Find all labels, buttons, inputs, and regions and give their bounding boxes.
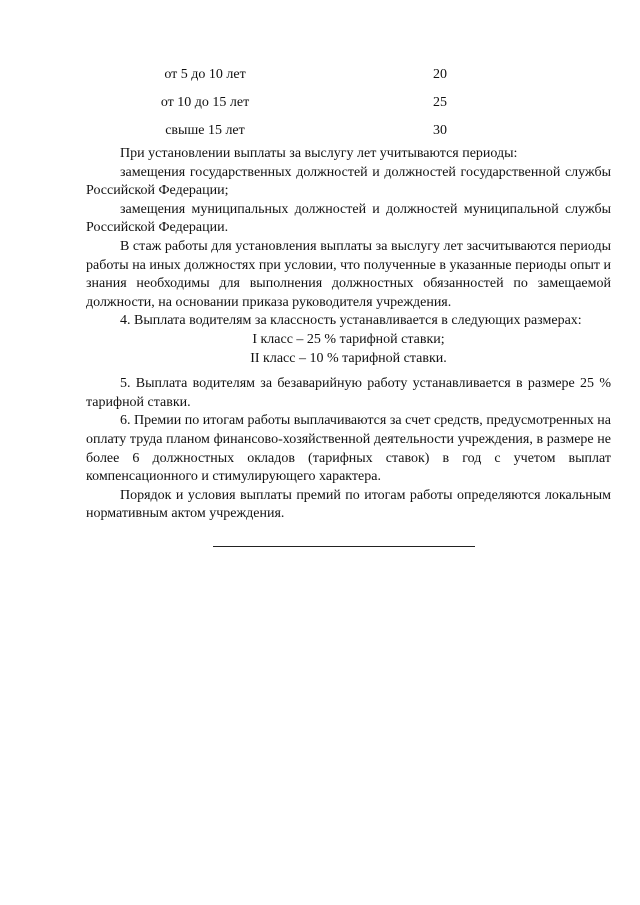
tenure-percent: 30	[433, 123, 447, 138]
paragraph-driver-class: 4. Выплата водителям за классность устанавливается в следующих размерах:	[120, 313, 582, 329]
paragraph-bonuses: 6. Премии по итогам работы выплачиваются за счет средств, предусмотренных на оплату труда планом финансово-хозяйственной деятельности учреждения, в размере не более 6 должностных окладов (тарифных ставок) в год с учетом выплат компенсационного и стимулирующего характера.	[86, 413, 611, 485]
tenure-row-5-10	[0, 65, 640, 85]
tenure-row-over-15	[0, 121, 640, 141]
end-divider-line	[213, 546, 475, 547]
tenure-percent: 25	[433, 95, 447, 110]
tenure-term: от 10 до 15 лет	[160, 95, 250, 110]
tenure-term: свыше 15 лет	[165, 123, 245, 138]
paragraph-bonus-procedure: Порядок и условия выплаты премий по итогам работы определяются локальным нормативным актом учреждения.	[86, 487, 611, 522]
paragraph-municipal-service: замещения муниципальных должностей и должностей муниципальной службы Российской Федерации.	[86, 201, 611, 236]
paragraph-accident-free: 5. Выплата водителям за безаварийную работу устанавливается в размере 25 % тарифной ставки.	[86, 376, 611, 410]
tenure-percent: 20	[433, 67, 447, 82]
document-body	[86, 145, 611, 524]
paragraph-tenure-periods: При установлении выплаты за выслугу лет учитываются периоды:	[120, 146, 518, 161]
spacer	[86, 368, 611, 375]
tenure-term: от 5 до 10 лет	[164, 67, 246, 82]
paragraph-state-service: замещения государственных должностей и должностей государственной службы Российской Федерации;	[86, 164, 611, 199]
class-2-rate: II класс – 10 % тарифной ставки.	[250, 350, 447, 366]
paragraph-other-positions: В стаж работы для установления выплаты за выслугу лет засчитываются периоды работы на иных должностях при условии, что полученные в указанные периоды опыт и знания необходимы для выполнения должностных обязанностей по замещаемой должности, на основании приказа руководителя учреждения.	[86, 238, 611, 310]
tenure-row-10-15	[0, 93, 640, 113]
class-1-rate: I класс – 25 % тарифной ставки;	[252, 331, 445, 347]
